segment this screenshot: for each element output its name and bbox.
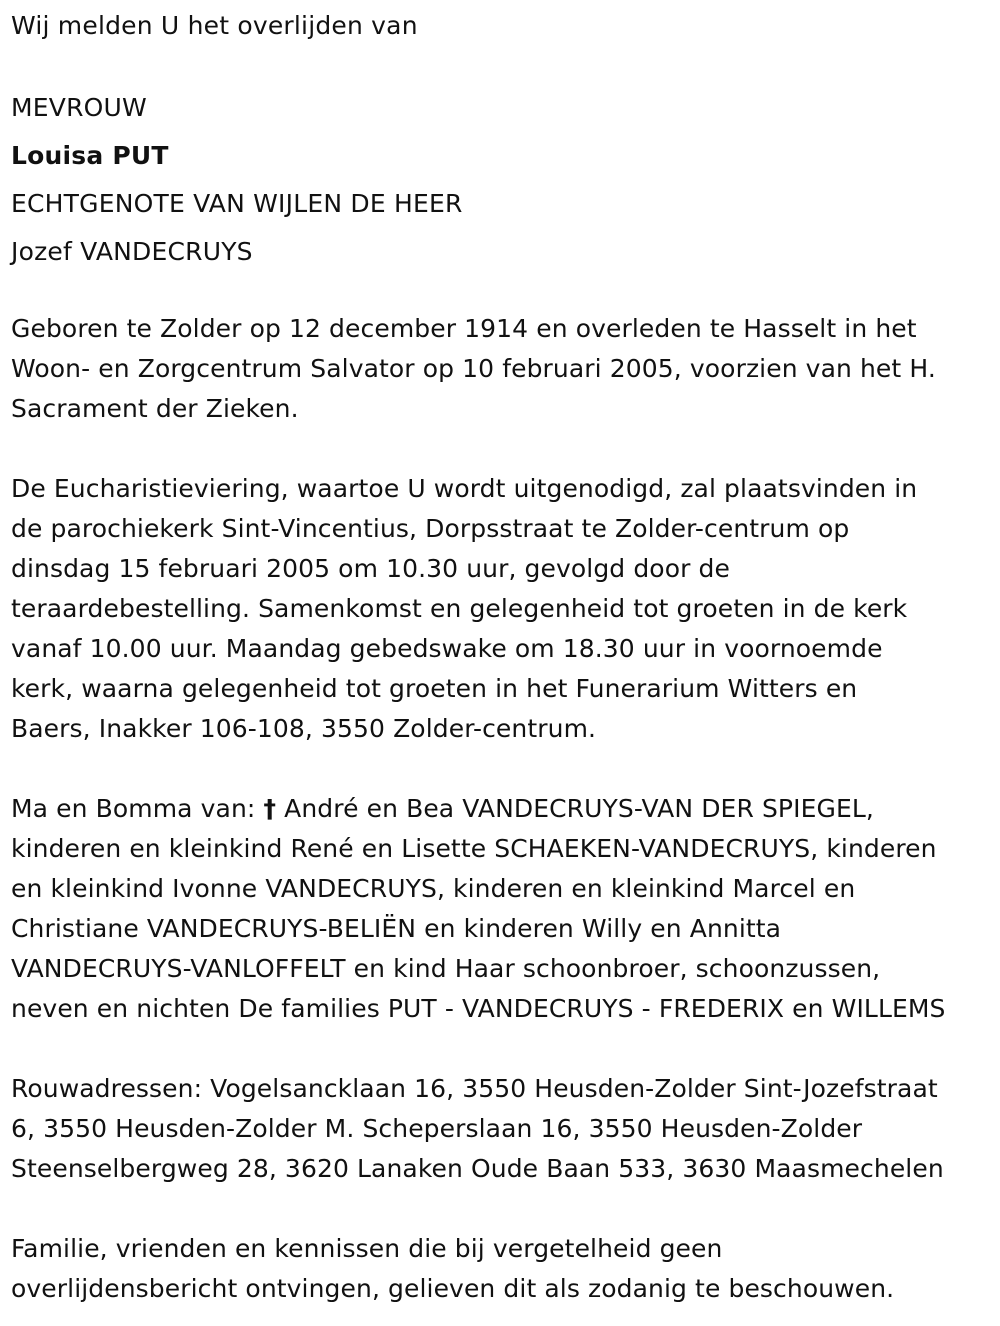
born-line: Geboren te Zolder op 12 december 1914 en overleden te Hasselt in het <box>11 314 917 343</box>
family-line: VANDECRUYS-VANLOFFELT en kind Haar schoonbroer, schoonzussen, <box>11 954 881 983</box>
mass-line: vanaf 10.00 uur. Maandag gebedswake om 18.30 uur in voornoemde <box>11 634 883 663</box>
spouse-name: Jozef VANDECRUYS <box>11 237 253 266</box>
cross-icon: † <box>263 794 277 823</box>
note-paragraph <box>11 1229 996 1309</box>
family-prefix: Ma en Bomma van: <box>11 794 264 823</box>
family-line: en kleinkind Ivonne VANDECRUYS, kinderen en kleinkind Marcel en <box>11 874 856 903</box>
family-line: neven en nichten De families PUT - VANDECRUYS - FREDERIX en WILLEMS <box>11 994 946 1023</box>
mass-paragraph <box>11 469 996 749</box>
deceased-block <box>11 84 463 276</box>
mass-line: Baers, Inakker 106-108, 3550 Zolder-centrum. <box>11 714 597 743</box>
born-paragraph <box>11 309 996 429</box>
address-line: Rouwadressen: Vogelsancklaan 16, 3550 Heusden-Zolder Sint-Jozefstraat <box>11 1074 938 1103</box>
born-line: Sacrament der Zieken. <box>11 394 299 423</box>
deceased-name: Louisa PUT <box>11 141 169 170</box>
address-line: 6, 3550 Heusden-Zolder M. Scheperslaan 16, 3550 Heusden-Zolder <box>11 1114 863 1143</box>
relation-text: ECHTGENOTE VAN WIJLEN DE HEER <box>11 189 463 218</box>
mass-line: kerk, waarna gelegenheid tot groeten in het Funerarium Witters en <box>11 674 858 703</box>
family-line: Christiane VANDECRUYS-BELIËN en kinderen Willy en Annitta <box>11 914 782 943</box>
mass-line: dinsdag 15 februari 2005 om 10.30 uur, gevolgd door de <box>11 554 730 583</box>
family-line-first <box>11 789 996 829</box>
family-line: kinderen en kleinkind René en Lisette SCHAEKEN-VANDECRUYS, kinderen <box>11 834 937 863</box>
mass-line: De Eucharistieviering, waartoe U wordt uitgenodigd, zal plaatsvinden in <box>11 474 918 503</box>
family-first-rest: André en Bea VANDECRUYS-VAN DER SPIEGEL, <box>276 794 874 823</box>
mass-line: de parochiekerk Sint-Vincentius, Dorpsstraat te Zolder-centrum op <box>11 514 850 543</box>
family-paragraph <box>11 789 996 1029</box>
intro-text: Wij melden U het overlijden van <box>11 11 418 40</box>
born-line: Woon- en Zorgcentrum Salvator op 10 februari 2005, voorzien van het H. <box>11 354 936 383</box>
address-paragraph <box>11 1069 996 1189</box>
note-line: Familie, vrienden en kennissen die bij vergetelheid geen <box>11 1234 723 1263</box>
address-line: Steenselbergweg 28, 3620 Lanaken Oude Baan 533, 3630 Maasmechelen <box>11 1154 944 1183</box>
mass-line: teraardebestelling. Samenkomst en gelegenheid tot groeten in de kerk <box>11 594 908 623</box>
salutation: MEVROUW <box>11 93 147 122</box>
note-line: overlijdensbericht ontvingen, gelieven dit als zodanig te beschouwen. <box>11 1274 895 1303</box>
